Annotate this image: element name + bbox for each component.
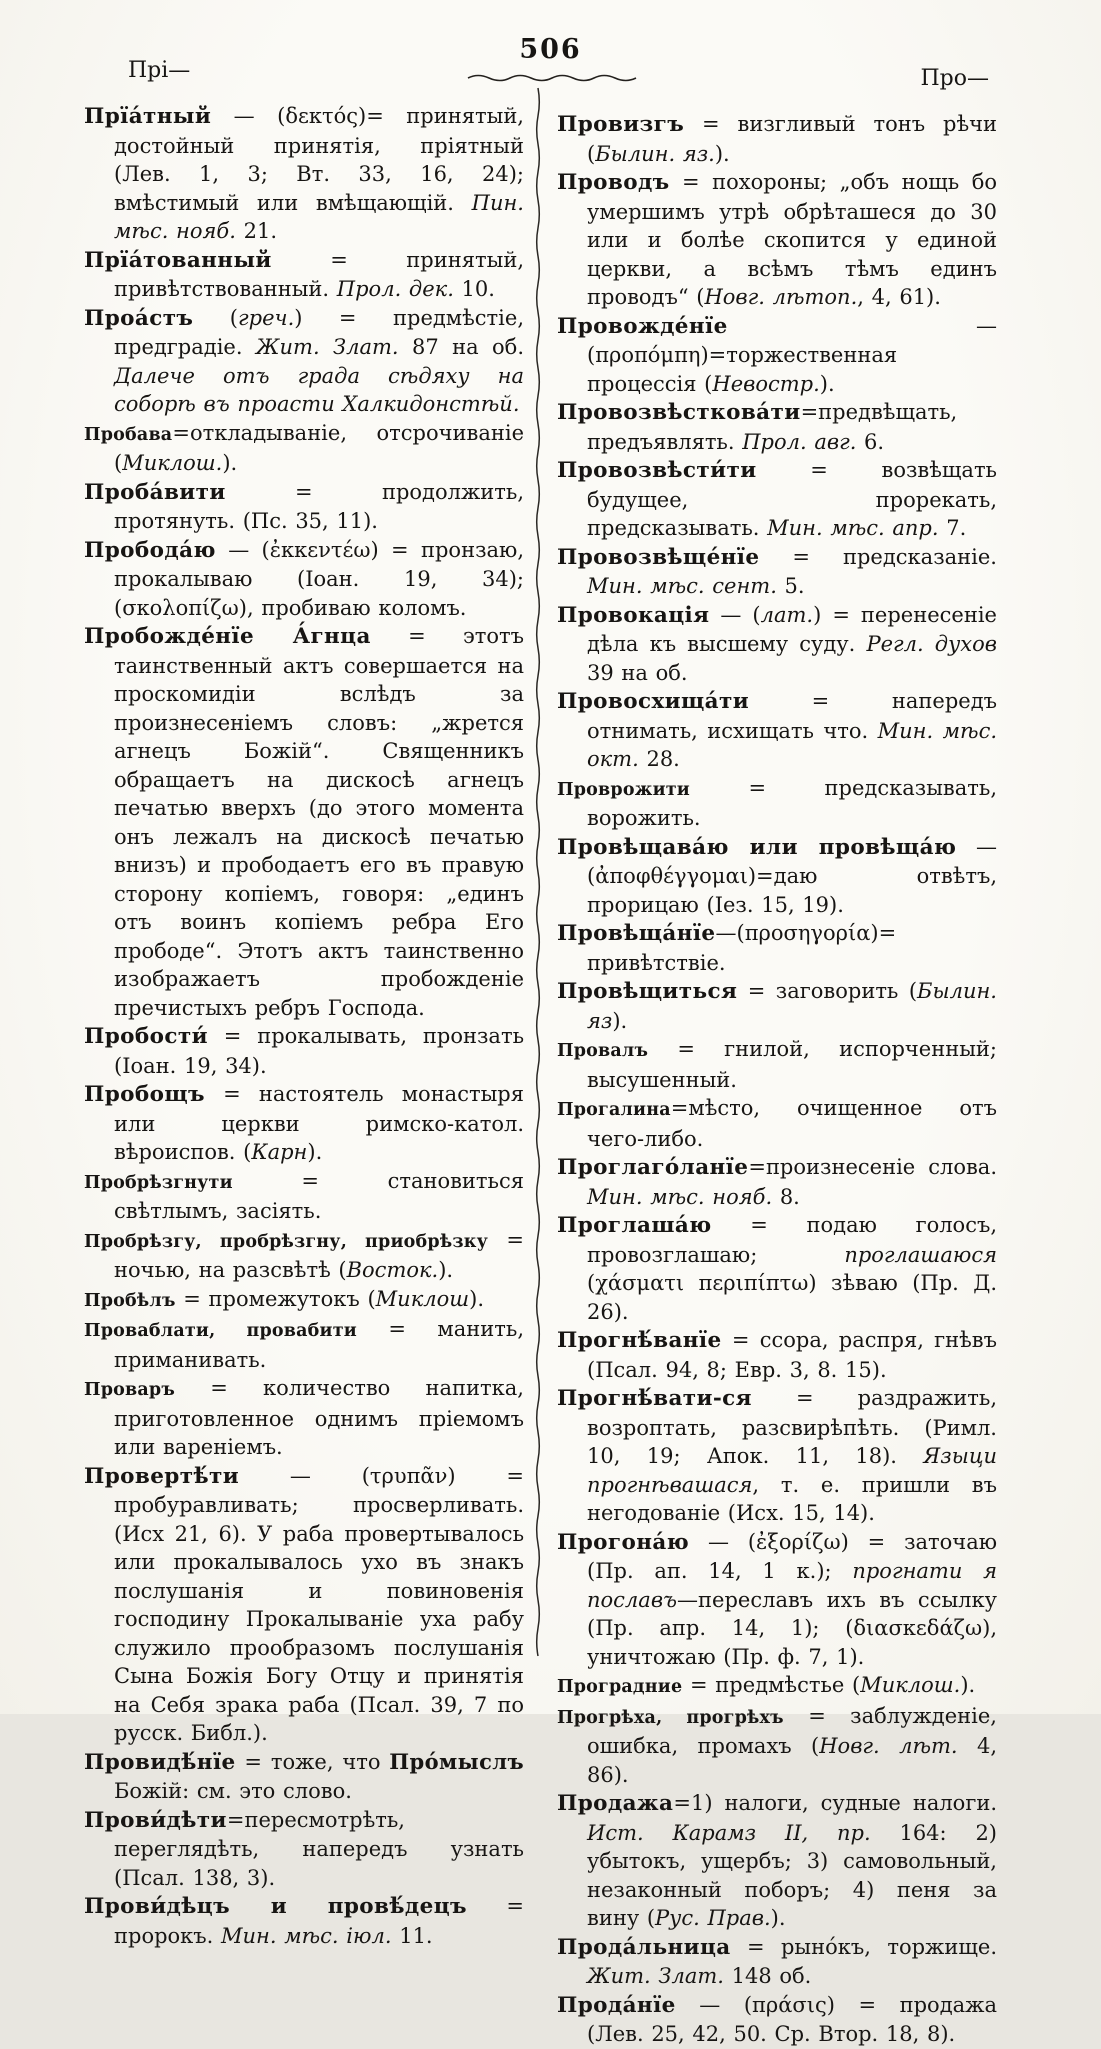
source-citation: Мин. мѣс. іюл. xyxy=(221,1923,392,1948)
entry-headword: Пробода́ю xyxy=(84,537,216,563)
source-citation: Миклош. xyxy=(122,451,223,475)
dictionary-entry: Прїа́тный — (δεκτός)= принятый, достойный принятія, пріятный (Лев. 1, 3; Вт. 33, 16, 24); вмѣстимый или вмѣщающій. Пин. мѣс. нояб. 21. xyxy=(84,104,524,243)
column-right xyxy=(557,110,997,2049)
source-citation: Прол. дек. xyxy=(336,277,454,301)
source-citation: Новг. лѣт. xyxy=(819,1734,958,1758)
dictionary-entry: Проваблати, провабити = манить, приманивать. xyxy=(84,1317,524,1372)
dictionary-entry: Проба́вити = продолжить, протянуть. (Пс. 35, 11). xyxy=(84,479,524,533)
dictionary-entry: Провидѣ́нїе = тоже, что Про́мыслъ Божій: см. это слово. xyxy=(84,1748,524,1803)
source-citation: Пин. мѣс. нояб. xyxy=(114,190,524,243)
dictionary-entry: Провѣща́нїе—(προσηγορία)= привѣтствіе. xyxy=(557,921,897,975)
source-citation: Языци прогнѣвашася xyxy=(587,1444,997,1497)
dictionary-entry: Прогона́ю — (ἐξορίζω) = заточаю (Пр. ап. 14, 1 к.); прогнати я пославъ—переславъ ихъ въ ссылку (Пр. апр. 14, 1); (διασκεδάζω), уничтожаю (Пр. ф. 7, 1). xyxy=(557,1529,997,1669)
source-citation: Невостр. xyxy=(712,371,820,396)
entry-headword: Проградние xyxy=(557,1677,683,1697)
dictionary-entry: Проградние = предмѣстье (Миклош.). xyxy=(557,1673,976,1697)
source-citation: Карн xyxy=(251,1140,308,1164)
dictionary-entry: Провозвѣсткова́ти=предвѣщать, предъявлять. Прол. авг. 6. xyxy=(557,400,958,454)
dictionary-entry: Пробрѣзгу, пробрѣзгну, приобрѣзку = ночью, на разсвѣтѣ (Восток.). xyxy=(84,1227,524,1282)
dictionary-entry: Провизгъ = визгливый тонъ рѣчи (Былин. яз.). xyxy=(557,112,997,166)
dictionary-entry: Прода́льница = рыно́къ, торжище. Жит. Злат. 148 об. xyxy=(557,1934,997,1988)
entry-headword: Прогнѣ́ванїе xyxy=(557,1328,722,1353)
source-citation: Восток. xyxy=(346,1258,439,1282)
dictionary-entry: Прови́дѣцъ и провѣ́децъ = пророкъ. Мин. мѣс. іюл. 11. xyxy=(84,1894,524,1948)
entry-headword: Прїа́тованный xyxy=(84,247,272,273)
dictionary-entry: Провозвѣще́нїе = предсказаніе. Мин. мѣс. сент. 5. xyxy=(557,544,997,598)
source-citation: Рус. Прав. xyxy=(655,1906,771,1930)
dictionary-entry: Пробѣлъ = промежутокъ (Миклош). xyxy=(84,1286,485,1311)
dictionary-entry: Прогнѣ́вати-ся = раздражить, возроптать, разсвирѣпѣть. (Римл. 10, 19; Апок. 11, 18). Языци прогнѣвашася, т. е. пришли въ негодованіе (Исх. 15, 14). xyxy=(557,1386,997,1525)
entry-headword: Проваръ xyxy=(84,1380,175,1400)
entry-headword: Проглаго́ланїе xyxy=(557,1155,749,1180)
entry-headword: Пробрѣзгнути xyxy=(84,1172,233,1193)
dictionary-entry: Провожде́нїе — (προπόμπη)=торжественная процессія (Невостр.). xyxy=(557,313,997,396)
entry-headword: Провертѣ́ти xyxy=(84,1463,240,1489)
source-citation: Регл. духов xyxy=(866,632,997,656)
dictionary-entry: Провокація — (лат.) = перенесеніе дѣла къ высшему суду. Регл. духов 39 на об. xyxy=(557,602,997,685)
source-citation: Жит. Злат. xyxy=(255,335,399,359)
page-number: 506 xyxy=(519,34,582,65)
source-citation: Былин. яз. xyxy=(595,141,715,166)
dictionary-entry: Провалъ = гнилой, испорченный; высушенный. xyxy=(557,1037,997,1092)
dictionary-entry: Провѣщиться = заговорить (Былин. яз). xyxy=(557,979,997,1033)
dictionary-entry: Провозвѣсти́ти = возвѣщать будущее, прорекать, предсказывать. Мин. мѣс. апр. 7. xyxy=(557,458,997,540)
entry-headword: Проа́стъ xyxy=(84,305,194,331)
entry-headword: Проглаша́ю xyxy=(557,1213,712,1238)
entry-headword: Провѣщава́ю или провѣща́ю xyxy=(557,834,957,860)
dictionary-entry: Пробава=откладываніе, отсрочиваніе (Миклош.). xyxy=(84,420,524,475)
entry-headword: Прови́дѣцъ и провѣ́децъ xyxy=(84,1894,467,1919)
entry-headword: Провокація xyxy=(557,602,710,628)
column-left xyxy=(84,102,524,1950)
dictionary-entry: Проа́стъ (греч.) = предмѣстіе, предградіе. Жит. Злат. 87 на об. Далече отъ града сѣдяху на соборѣ въ проасти Халкидонстѣй. xyxy=(84,305,524,416)
entry-headword: Пробава xyxy=(84,424,173,445)
entry-headword: Провѣщиться xyxy=(557,979,738,1004)
dictionary-entry: Проводъ = похороны; „объ нощь бо умершимъ утрѣ обрѣташеся до 30 или и болѣе скопится у единой церкви, а всѣмъ тѣмъ единъ проводъ“ (Новг. лѣтоп., 4, 61). xyxy=(557,170,997,309)
source-citation: Ист. Карамз II, пр. xyxy=(587,1820,871,1845)
entry-headword: Провалъ xyxy=(557,1041,649,1061)
source-citation: Мин. мѣс. нояб. xyxy=(587,1184,773,1209)
entry-headword: Прода́льница xyxy=(557,1934,731,1960)
dictionary-entry: Прїа́тованный = принятый, привѣтствованный. Прол. дек. 10. xyxy=(84,247,524,301)
entry-headword: Прогнѣ́вати-ся xyxy=(557,1386,752,1411)
dictionary-entry: Пробода́ю — (ἐκκεντέω) = пронзаю, прокалываю (Іоан. 19, 34); (σκολοπίζω), пробиваю коломъ. xyxy=(84,537,524,620)
entry-headword: Прїа́тный xyxy=(84,104,212,129)
entry-headword: Провозвѣсткова́ти xyxy=(557,400,801,425)
dictionary-entry: Прогрѣха, прогрѣхъ = заблужденіе, ошибка, промахъ (Новг. лѣт. 4, 86). xyxy=(557,1703,997,1787)
entry-headword: Провожде́нїе xyxy=(557,313,728,339)
dictionary-entry: Прогнѣ́ванїе = ссора, распря, гнѣвъ (Псал. 94, 8; Евр. 3, 8. 15). xyxy=(557,1328,997,1382)
source-citation: проглашаюся xyxy=(844,1242,997,1267)
source-citation: Далече отъ града сѣдяху на соборѣ въ проасти Халкидонстѣй. xyxy=(114,363,524,416)
entry-headword: Пробрѣзгу, пробрѣзгну, приобрѣзку xyxy=(84,1231,488,1252)
dictionary-entry: Прогалина=мѣсто, очищенное отъ чего-либо. xyxy=(557,1096,997,1151)
source-citation: прогнати я пославъ xyxy=(587,1559,997,1612)
source-citation: Прол. авг. xyxy=(742,429,857,454)
dictionary-entry: Проглаго́ланїе=произнесеніе слова. Мин. мѣс. нояб. 8. xyxy=(557,1155,997,1209)
dictionary-entry: Провосхища́ти = напередъ отнимать, исхищать что. Мин. мѣс. окт. 28. xyxy=(557,689,998,771)
source-citation: Мин. мѣс. сент. xyxy=(587,574,777,598)
entry-headword: Прода́нїе xyxy=(557,1992,676,2018)
source-citation: Мин. мѣс. окт. xyxy=(587,718,998,771)
dictionary-entry: Пробости́ = прокалывать, пронзать (Іоан. 19, 34). xyxy=(84,1024,524,1078)
entry-headword: Провосхища́ти xyxy=(557,689,750,714)
entry-headword: Пробости́ xyxy=(84,1024,208,1049)
source-citation: Жит. Злат. xyxy=(587,1964,724,1988)
dictionary-entry: Проглаша́ю = подаю голосъ, провозглашаю; проглашаюся (χάσματι περιπίπτω) зѣваю (Пр. Д. 26). xyxy=(557,1213,997,1324)
dictionary-entry: Пробожде́нїе А́гнца = этотъ таинственный актъ совершается на проскомидіи вслѣдъ за произнесеніемъ словъ: „жрется агнецъ Божій“. Священникъ обращаетъ на дискосѣ агнецъ печатью вверхъ (до этого момента онъ лежалъ на дискосѣ печатью внизъ) и прободаетъ его въ правую сторону копіемъ, говоря: „единъ отъ воинъ копіемъ ребра Его прободе“. Этотъ актъ таинственно изображаетъ пробожденіе пречистыхъ ребръ Господа. xyxy=(84,624,524,1020)
dictionary-entry: Пробощъ = настоятель монастыря или церкви римско-катол. вѣроиспов. (Карн). xyxy=(84,1082,524,1164)
entry-headword: Провидѣ́нїе xyxy=(84,1749,236,1775)
entry-headword: Проваблати, провабити xyxy=(84,1321,357,1341)
entry-headword: Провѣща́нїе xyxy=(557,921,716,946)
entry-headword: Прогона́ю xyxy=(557,1529,690,1555)
entry-headword: Пробожде́нїе А́гнца xyxy=(84,624,371,649)
column-divider xyxy=(533,88,543,1658)
entry-headword: Провизгъ xyxy=(557,112,685,137)
dictionary-entry: Прода́нїе — (πράσις) = продажа (Лев. 25, 42, 50. Ср. Втор. 18, 8). xyxy=(557,1992,997,2046)
entry-headword: Провозвѣще́нїе xyxy=(557,544,760,570)
source-citation: греч. xyxy=(238,305,295,330)
source-citation: Миклош xyxy=(375,1286,470,1311)
guide-word-right: Про— xyxy=(920,66,989,91)
entry-headword: Прови́дѣти xyxy=(84,1807,227,1833)
cross-reference-headword: Про́мыслъ xyxy=(389,1748,524,1774)
source-citation: Миклош. xyxy=(860,1673,961,1697)
source-citation: лат. xyxy=(760,602,814,627)
entry-headword: Пробѣлъ xyxy=(84,1290,176,1311)
dictionary-entry: Провѣщава́ю или провѣща́ю — (ἀποφθέγγομαι)=даю отвѣтъ, прорицаю (Іез. 15, 19). xyxy=(557,834,997,917)
entry-headword: Прогалина xyxy=(557,1100,671,1120)
dictionary-entry: Прови́дѣти=пересмотрѣть, переглядѣть, напередъ узнать (Псал. 138, 3). xyxy=(84,1807,524,1890)
dictionary-entry: Продажа=1) налоги, судные налоги. Ист. Карамз II, пр. 164: 2) убытокъ, ущербъ; 3) самовольный, незаконный поборъ; 4) пеня за вину (Рус. Прав.). xyxy=(557,1791,997,1930)
entry-headword: Проврожити xyxy=(557,779,690,800)
dictionary-entry: Проваръ = количество напитка, приготовленное однимъ пріемомъ или вареніемъ. xyxy=(84,1376,524,1459)
entry-headword: Продажа xyxy=(557,1791,674,1816)
source-citation: Мин. мѣс. апр. xyxy=(767,516,939,540)
entry-headword: Проводъ xyxy=(557,170,670,195)
entry-headword: Пробощъ xyxy=(84,1082,205,1107)
source-citation: Былин. яз xyxy=(587,979,997,1033)
entry-headword: Провозвѣсти́ти xyxy=(557,458,757,483)
dictionary-entry: Провертѣ́ти — (τρυπᾶν) = пробуравливать; просверливать. (Исх 21, 6). У раба провертывалось или прокалывалось ухо въ знакъ послушанія и повиновенія господину Прокалываніе уха рабу служило прообразомъ послушанія Сына Божія Богу Отцу и принятія на Себя зрака раба (Псал. 39, 7 по русск. Библ.). xyxy=(84,1463,524,1745)
guide-word-left: Прі— xyxy=(128,58,191,83)
dictionary-entry: Проврожити = предсказывать, ворожить. xyxy=(557,775,997,830)
entry-headword: Прогрѣха, прогрѣхъ xyxy=(557,1707,784,1728)
entry-headword: Проба́вити xyxy=(84,479,226,505)
source-citation: Новг. лѣтоп. xyxy=(704,285,858,309)
dictionary-entry: Пробрѣзгнути = становиться свѣтлымъ, засіять. xyxy=(84,1168,524,1223)
